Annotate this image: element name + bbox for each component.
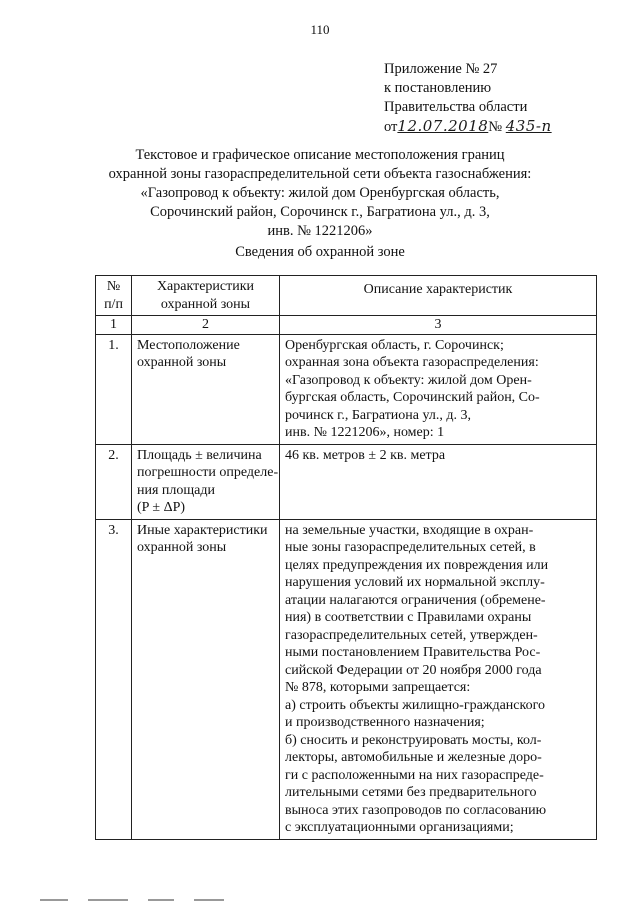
title-line: инв. № 1221206»	[267, 223, 373, 239]
appendix-date-line	[384, 117, 552, 137]
row-number: 3.	[96, 519, 132, 839]
cell-line: охранной зоны	[137, 355, 227, 370]
cell-line: выноса этих газопроводов по согласованию	[285, 802, 547, 818]
cell-line: лекторы, автомобильные и железные доро-	[285, 750, 542, 765]
cell-line: сийской Федерации от 20 ноября 2000 года	[285, 662, 542, 678]
cell-line: № 878, которыми запрещается:	[285, 680, 471, 695]
footer-mark	[194, 899, 224, 901]
row-description	[280, 334, 597, 444]
protection-zone-table	[95, 275, 597, 840]
table-row	[96, 444, 597, 519]
appendix-line: к постановлению	[384, 80, 492, 96]
cell-line: рочинск г., Багратиона ул., д. 3,	[285, 407, 471, 423]
table-row	[96, 334, 597, 444]
index-cell: 1	[96, 316, 132, 335]
title-line: «Газопровод к объекту: жилой дом Оренбургская область,	[140, 185, 500, 201]
cell-line: нарушения условий их нормальной эксплу-	[285, 575, 545, 590]
cell-line: газораспределительных сетей, утвержден-	[285, 627, 538, 643]
title-line: Текстовое и графическое описание местоположения границ	[135, 147, 505, 163]
cell-line: и производственного назначения;	[285, 715, 485, 730]
cell-line: Местоположение	[137, 337, 240, 353]
header-num	[96, 276, 132, 316]
appendix-line: Правительства области	[384, 99, 528, 115]
row-characteristic	[132, 519, 280, 839]
cell-line: (P ± ΔP)	[137, 500, 186, 515]
header-description: Описание характеристик	[280, 276, 597, 316]
table-row	[96, 519, 597, 839]
cell-line: б) сносить и реконструировать мосты, кол-	[285, 732, 542, 748]
row-number: 2.	[96, 444, 132, 519]
header-characteristics	[132, 276, 280, 316]
cell-line: погрешности определе-	[137, 465, 279, 480]
cell-line: с эксплуатационными организациями;	[285, 820, 514, 835]
appendix-block	[384, 60, 552, 137]
cell-line: лительными сетями без предварительного	[285, 785, 537, 800]
cell-line: охранной зоны	[137, 540, 227, 555]
cell-line: Площадь ± величина	[137, 447, 262, 463]
handwritten-number: 435-п	[505, 117, 552, 135]
row-description	[280, 519, 597, 839]
header-char-line: охранной зоны	[160, 296, 251, 312]
scan-footer-marks	[40, 899, 244, 901]
handwritten-date: 12.07.2018	[397, 117, 489, 135]
cell-line: Оренбургская область, г. Сорочинск;	[285, 337, 504, 353]
date-prefix: от	[384, 119, 398, 135]
row-characteristic	[132, 444, 280, 519]
table-index-row	[96, 316, 597, 335]
appendix-line: Приложение № 27	[384, 61, 498, 77]
cell-line: бургская область, Сорочинский район, Со-	[285, 390, 540, 405]
cell-line: 46 кв. метров ± 2 кв. метра	[285, 447, 446, 463]
number-prefix: №	[488, 119, 503, 135]
index-cell: 2	[132, 316, 280, 335]
title-line: Сорочинский район, Сорочинск г., Багратиона ул., д. 3,	[150, 204, 490, 220]
title-line: охранной зоны газораспределительной сети объекта газоснабжения:	[108, 166, 532, 182]
cell-line: ния) в соответствии с Правилами охраны	[285, 610, 532, 625]
footer-mark	[40, 899, 68, 901]
cell-line: ными постановлением Правительства Рос-	[285, 645, 541, 660]
row-description	[280, 444, 597, 519]
index-cell: 3	[280, 316, 597, 335]
table-header-row	[96, 276, 597, 316]
footer-mark	[88, 899, 128, 901]
cell-line: охранная зона объекта газораспределения:	[285, 355, 539, 370]
document-title	[0, 146, 640, 241]
row-number: 1.	[96, 334, 132, 444]
cell-line: «Газопровод к объекту: жилой дом Орен-	[285, 372, 532, 388]
cell-line: ния площади	[137, 482, 216, 498]
cell-line: ные зоны газораспределительных сетей, в	[285, 540, 536, 555]
header-num-line: №	[106, 279, 121, 294]
cell-line: а) строить объекты жилищно-гражданского	[285, 697, 545, 713]
cell-line: Иные характеристики	[137, 522, 268, 538]
header-char-line: Характеристики	[156, 279, 255, 294]
cell-line: инв. № 1221206», номер: 1	[285, 425, 445, 440]
cell-line: ги с расположенными на них газораспреде-	[285, 767, 544, 783]
footer-mark	[148, 899, 174, 901]
page-number: 110	[310, 22, 330, 37]
section-title: Сведения об охранной зоне	[235, 244, 405, 260]
row-characteristic	[132, 334, 280, 444]
cell-line: атации налагаются ограничения (обремене-	[285, 592, 546, 608]
header-num-line: п/п	[104, 296, 123, 312]
cell-line: целях предупреждения их повреждения или	[285, 557, 549, 573]
cell-line: на земельные участки, входящие в охран-	[285, 522, 534, 538]
